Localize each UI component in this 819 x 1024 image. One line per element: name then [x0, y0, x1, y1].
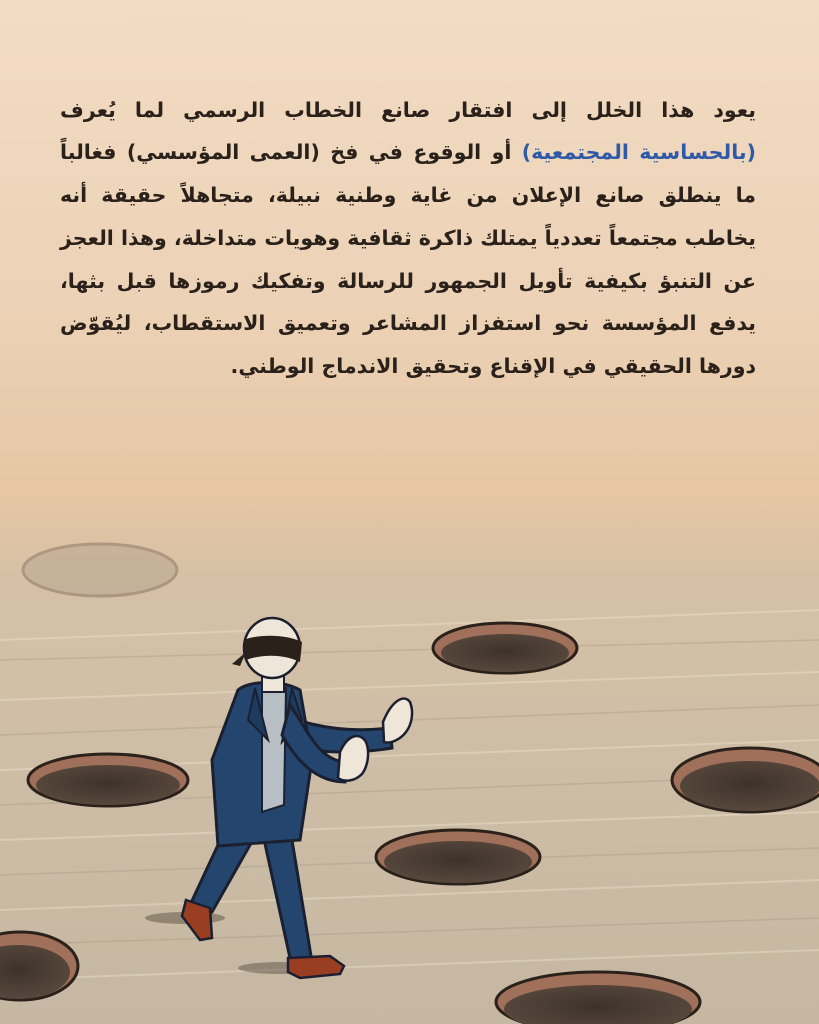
- paragraph-part-2: أو الوقوع في فخ (العمى المؤسسي) فغالباً ما ينطلق صانع الإعلان من غاية وطنية نبيلة، متجاهلاً حقيقة أنه يخاطب مجتمعاً تعددياً يمتلك ذاكرة ثقافية وهويات متداخلة، وهذا العجز عن التنبؤ بكيفية تأويل الجمهور للرسالة وتفكيك رموزها قبل بثها، يدفع المؤسسة نحو استفزاز المشاعر وتعميق الاستقطاب، ليُقوّض دورها الحقيقي في الإقناع وتحقيق الاندماج الوطني.: [60, 140, 756, 379]
- manhole-hole: [28, 754, 188, 806]
- highlighted-term: (بالحساسية المجتمعية): [521, 140, 756, 165]
- manhole-hole: [23, 544, 177, 596]
- manhole-hole: [376, 830, 540, 884]
- manhole-hole: [672, 748, 819, 812]
- paragraph-part-1: يعود هذا الخلل إلى افتقار صانع الخطاب الرسمي لما يُعرف: [60, 97, 756, 122]
- manhole-hole: [433, 623, 577, 673]
- manhole-hole: [496, 972, 700, 1024]
